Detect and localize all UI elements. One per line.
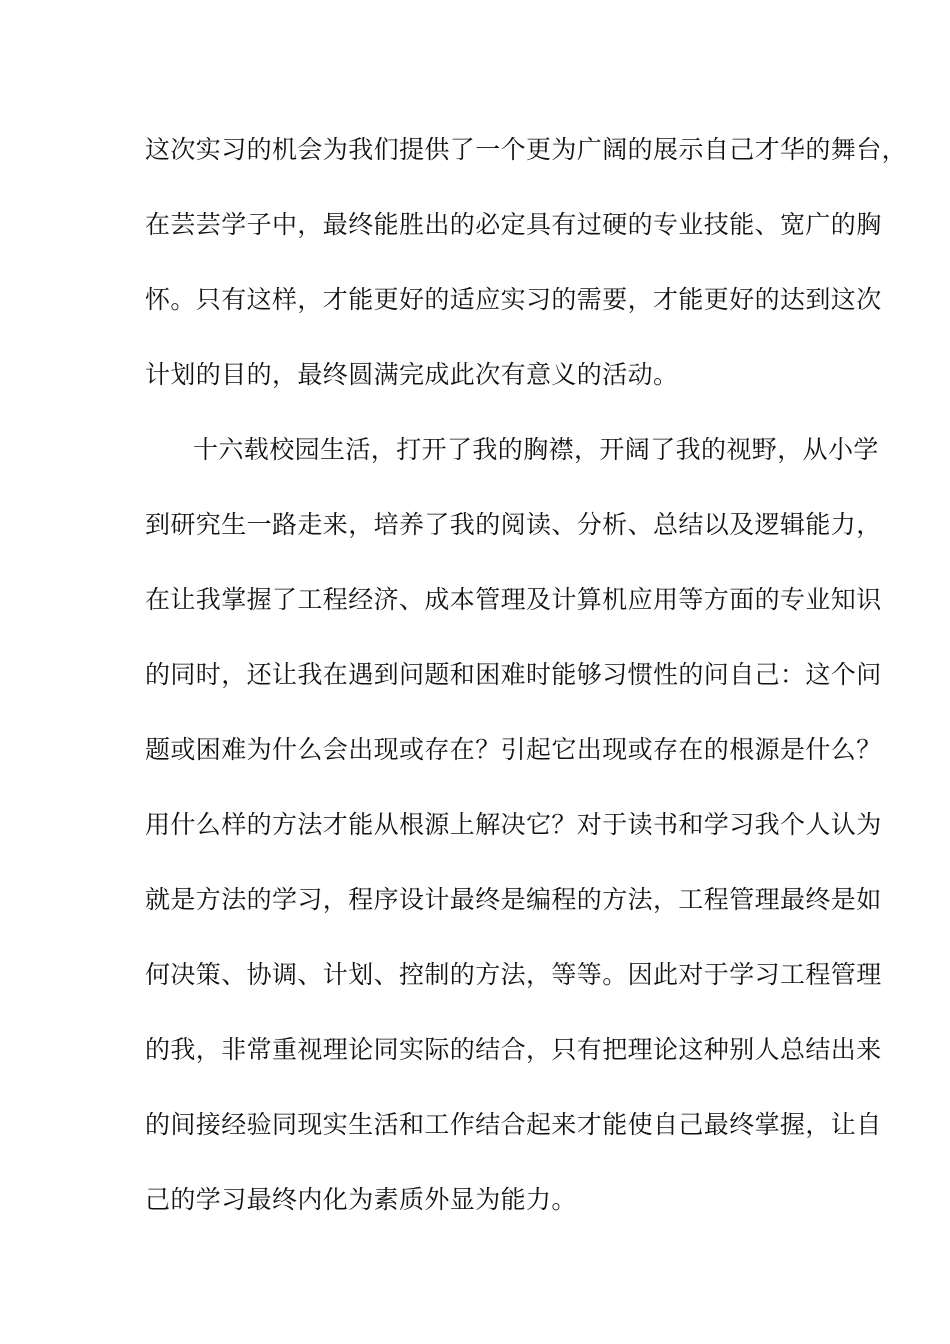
paragraph-line: 己的学习最终内化为素质外显为能力。 [145, 1185, 577, 1214]
paragraph-line: 计划的目的，最终圆满完成此次有意义的活动。 [145, 360, 679, 389]
paragraph-line: 怀。只有这样，才能更好的适应实习的需要，才能更好的达到这次 [145, 285, 882, 314]
paragraph-line: 在让我掌握了工程经济、成本管理及计算机应用等方面的专业知识 [145, 585, 882, 614]
paragraph-line: 到研究生一路走来，培养了我的阅读、分析、总结以及逻辑能力， [145, 510, 882, 539]
paragraph-line: 十六载校园生活，打开了我的胸襟，开阔了我的视野，从小学 [193, 435, 879, 464]
paragraph-line: 这次实习的机会为我们提供了一个更为广阔的展示自己才华的舞台， [145, 135, 908, 164]
paragraph-line: 题或困难为什么会出现或存在？引起它出现或存在的根源是什么？ [145, 735, 882, 764]
paragraph-line: 的我，非常重视理论同实际的结合，只有把理论这种别人总结出来 [145, 1035, 882, 1064]
paragraph-line: 在芸芸学子中，最终能胜出的必定具有过硬的专业技能、宽广的胸 [145, 210, 882, 239]
paragraph-line: 就是方法的学习，程序设计最终是编程的方法，工程管理最终是如 [145, 885, 882, 914]
paragraph-line: 的间接经验同现实生活和工作结合起来才能使自己最终掌握，让自 [145, 1110, 882, 1139]
paragraph-line: 的同时，还让我在遇到问题和困难时能够习惯性的问自己：这个问 [145, 660, 882, 689]
paragraph-line: 何决策、协调、计划、控制的方法，等等。因此对于学习工程管理 [145, 960, 882, 989]
paragraph-line: 用什么样的方法才能从根源上解决它？对于读书和学习我个人认为 [145, 810, 882, 839]
